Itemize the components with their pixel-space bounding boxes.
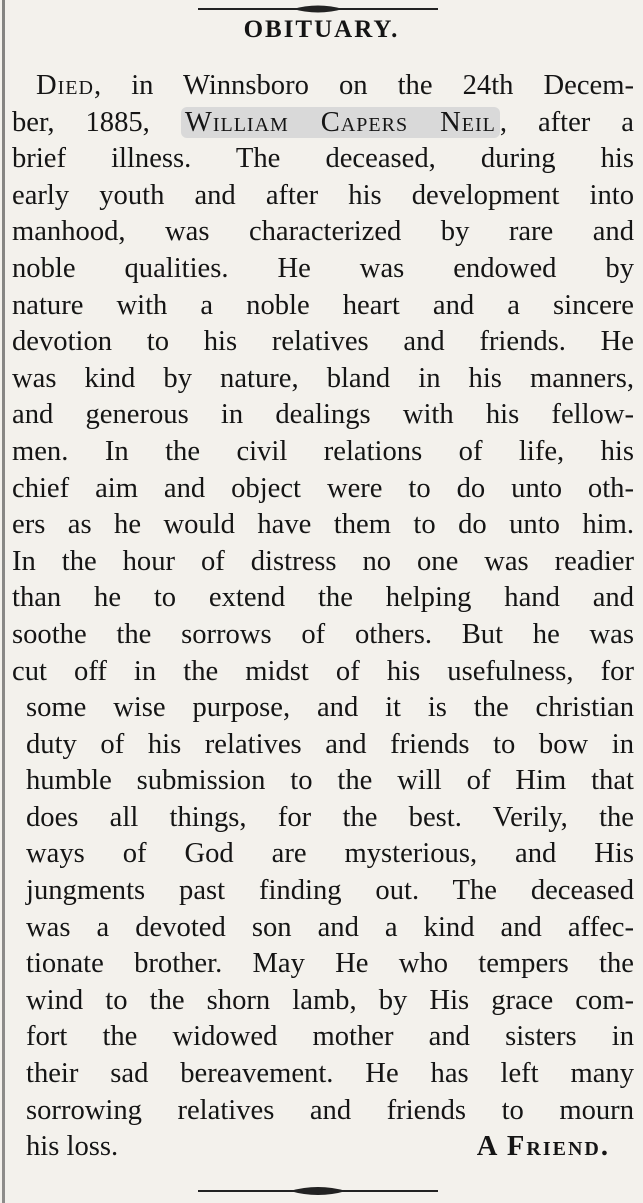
body-line: manhood, was characterized by rare and xyxy=(12,216,634,248)
body-line-1 xyxy=(12,68,634,105)
article-heading: OBITUARY. xyxy=(243,16,400,43)
body-line: was a devoted son and a kind and affec- xyxy=(26,911,634,943)
body-line: ways of God are mysterious, and His xyxy=(26,838,634,870)
body-line: In the hour of distress no one was readier xyxy=(12,545,634,577)
body-line: ers as he would have them to do unto him. xyxy=(12,509,634,541)
body-line: some wise purpose, and it is the christian xyxy=(26,692,634,724)
body-line: duty of his relatives and friends to bow in xyxy=(26,728,634,760)
article-body xyxy=(12,68,634,1166)
body-line: jungments past finding out. The deceased xyxy=(26,875,634,907)
body-line: sorrowing relatives and friends to mourn xyxy=(26,1094,634,1126)
body-line: devotion to his relatives and friends. He xyxy=(12,326,634,358)
deceased-name: William Capers Neil xyxy=(181,107,500,138)
top-ornament-rule xyxy=(198,3,438,15)
body-line: brief illness. The deceased, during his xyxy=(12,143,634,175)
body-line: and generous in dealings with his fellow- xyxy=(12,399,634,431)
body-line: their sad bereavement. He has left many xyxy=(26,1058,634,1090)
body-line: chief aim and object were to do unto oth- xyxy=(12,472,634,504)
body-line-1-text: , in Winnsboro on the 24th Decem- xyxy=(93,70,634,101)
body-line: fort the widowed mother and sisters in xyxy=(26,1021,634,1053)
bottom-ornament-rule xyxy=(198,1184,438,1198)
body-line: humble submission to the will of Him that xyxy=(26,765,634,797)
body-line-2-after: , after a xyxy=(499,106,634,138)
body-line: than he to extend the helping hand and xyxy=(12,582,634,614)
body-line: tionate brother. May He who tempers the xyxy=(26,948,634,980)
body-line: cut off in the midst of his usefulness, for xyxy=(12,655,634,687)
closing-text: his loss. xyxy=(26,1131,119,1163)
opening-word: Died xyxy=(36,70,94,101)
closing-line xyxy=(12,1129,634,1166)
body-line: noble qualities. He was endowed by xyxy=(12,252,634,284)
body-line: wind to the shorn lamb, by His grace com- xyxy=(26,984,634,1016)
signature: A Friend. xyxy=(476,1131,610,1163)
body-line-2-before: ber, 1885, xyxy=(12,106,181,138)
body-line: was kind by nature, bland in his manners, xyxy=(12,362,634,394)
body-line-2 xyxy=(12,105,634,142)
column-rule xyxy=(2,0,5,1203)
body-line: nature with a noble heart and a sincere xyxy=(12,289,634,321)
body-line: soothe the sorrows of others. But he was xyxy=(12,618,634,650)
body-line: men. In the civil relations of life, his xyxy=(12,435,634,467)
body-line: early youth and after his development into xyxy=(12,179,634,211)
body-line: does all things, for the best. Verily, the xyxy=(26,801,634,833)
